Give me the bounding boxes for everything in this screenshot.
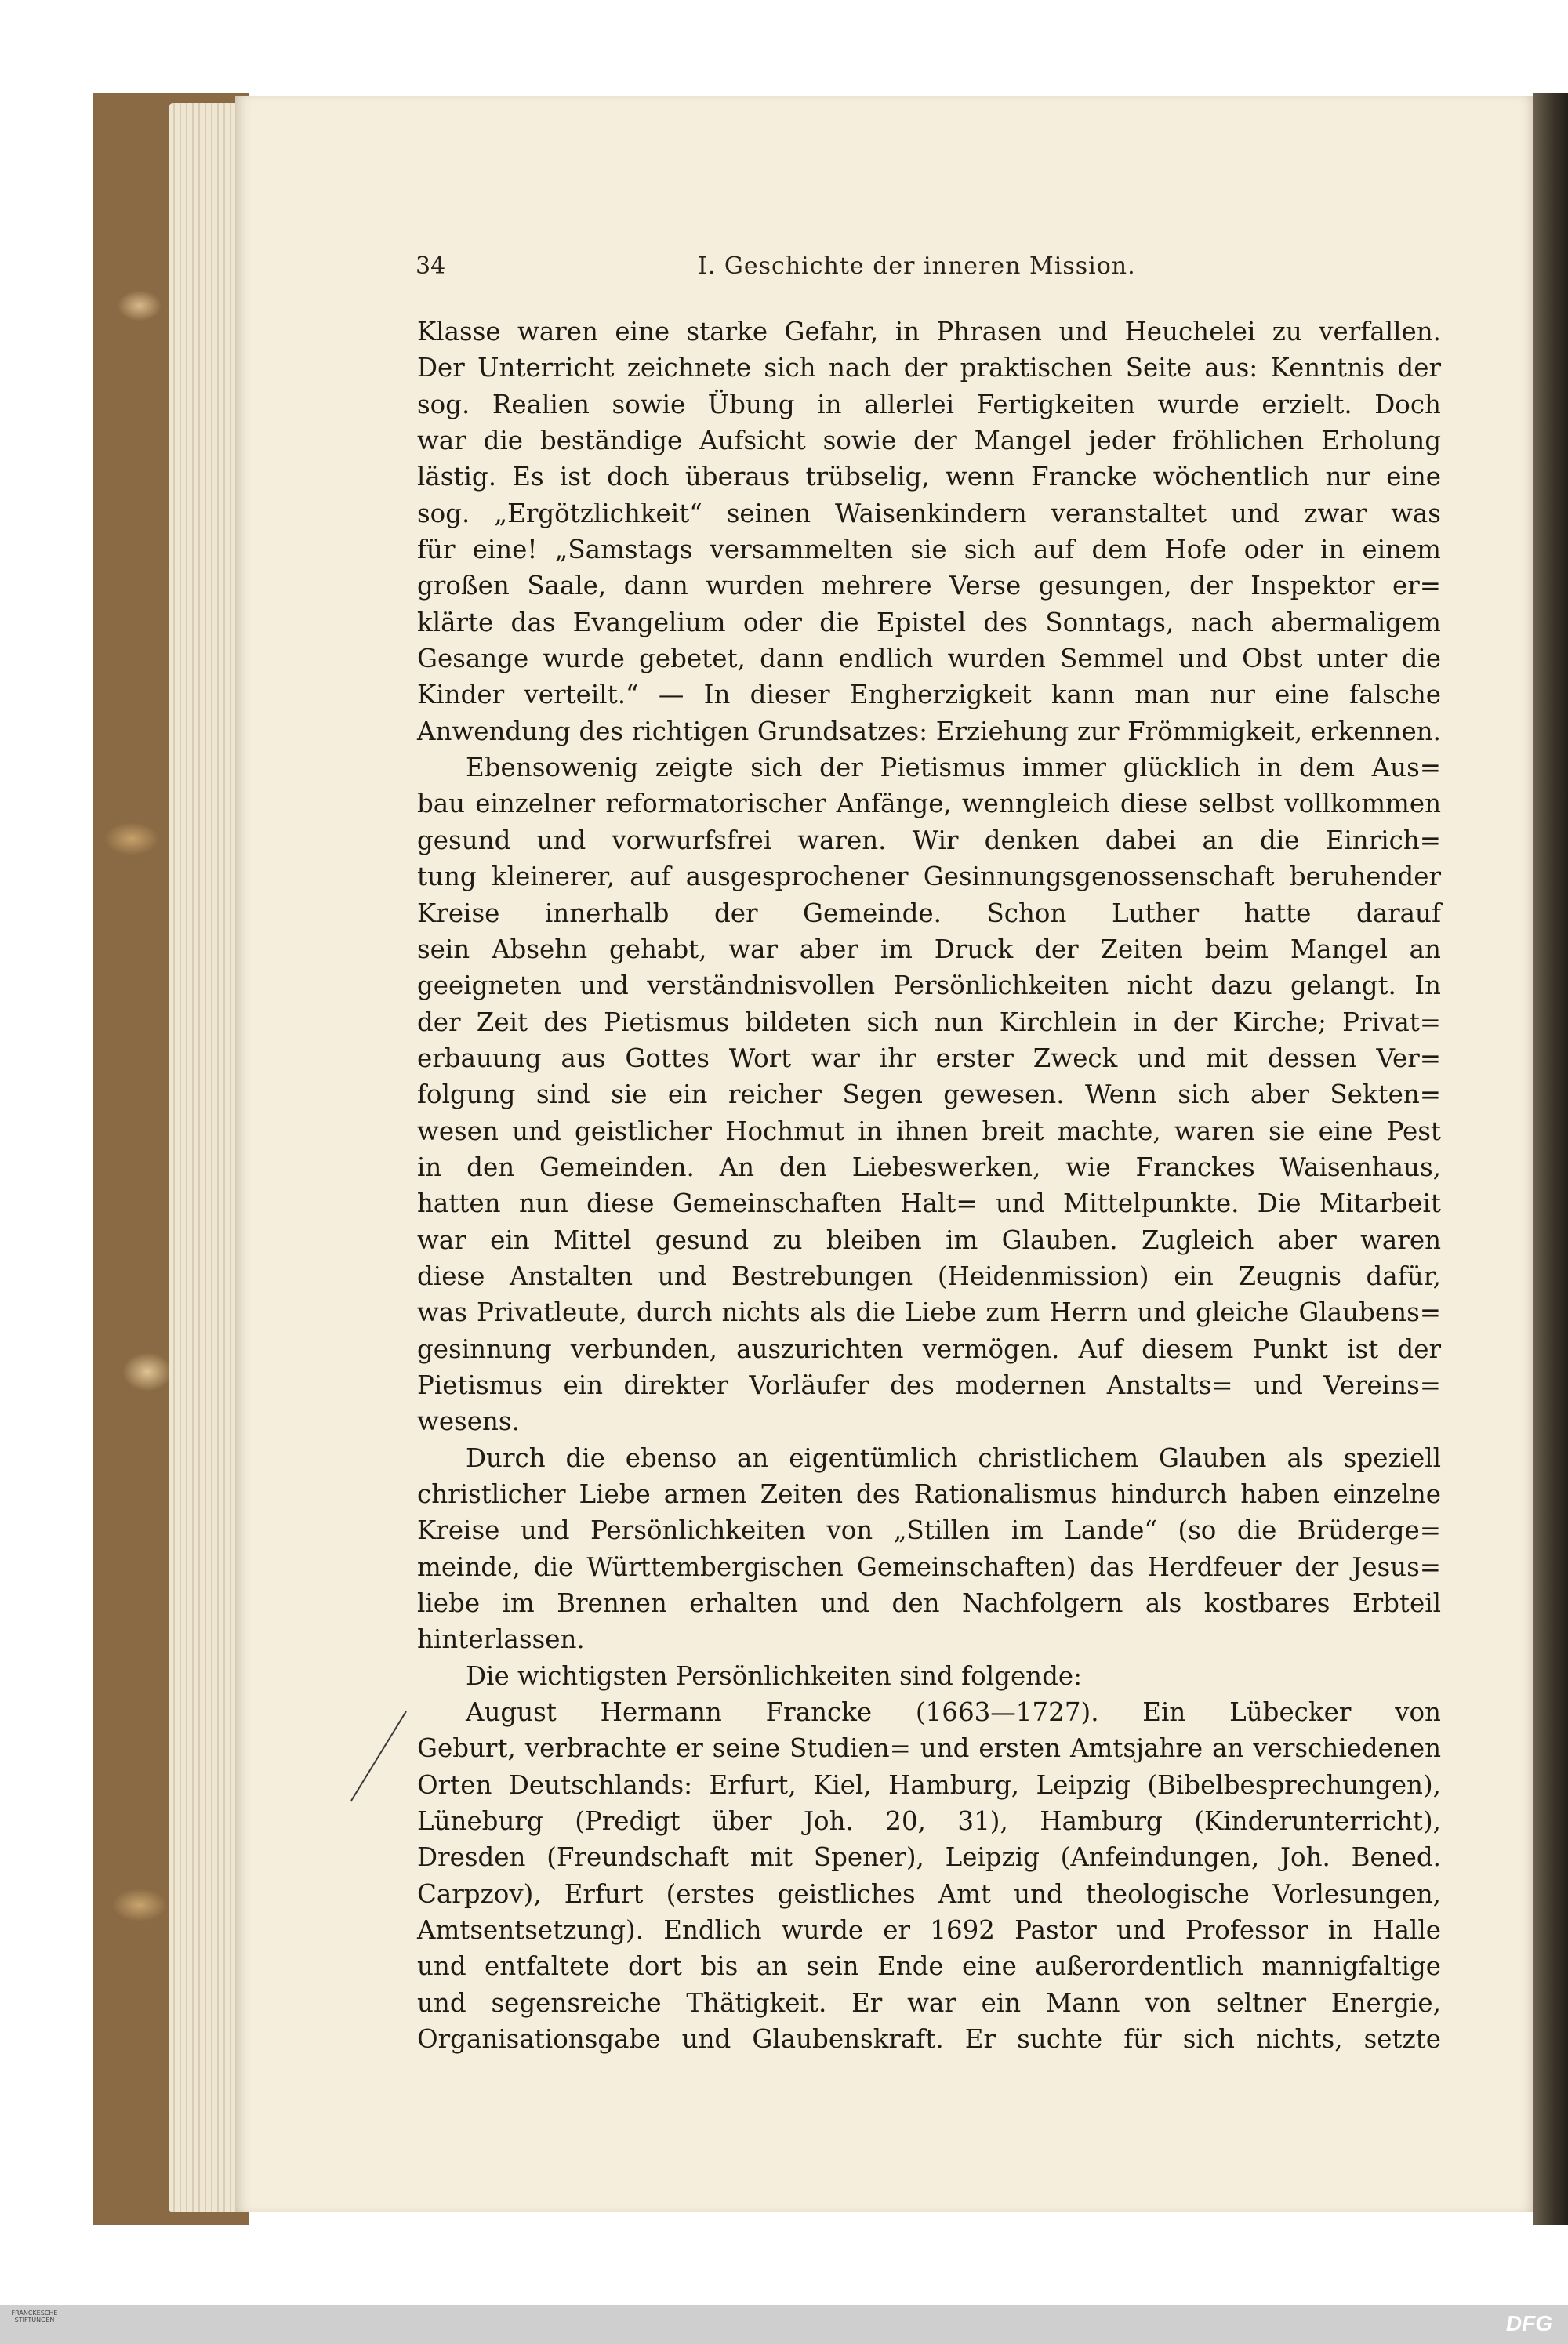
text-line: Orten Deutschlands: Erfurt, Kiel, Hamburg, Leipzig (Bibelbesprechungen), bbox=[417, 1769, 1441, 1800]
body-text bbox=[417, 314, 1441, 2058]
text-line: Ebensowenig zeigte sich der Pietismus immer glücklich in dem Aus= bbox=[466, 753, 1441, 783]
text-line: und entfaltete dort bis an sein Ende eine außerordentlich mannigfaltige bbox=[417, 1951, 1441, 1982]
text-line: liebe im Brennen erhalten und den Nachfolgern als kostbares Erbteil bbox=[417, 1588, 1441, 1619]
text-line: in den Gemeinden. An den Liebeswerken, wie Franckes Waisenhaus, bbox=[417, 1152, 1441, 1182]
text-line: lästig. Es ist doch überaus trübselig, wenn Francke wöchentlich nur eine bbox=[417, 462, 1441, 492]
page-edges bbox=[169, 103, 243, 2212]
pencil-margin-mark bbox=[345, 1705, 439, 1807]
text-line: und segensreiche Thätigkeit. Er war ein Mann von seltner Energie, bbox=[417, 1987, 1441, 2018]
text-line: der Zeit des Pietismus bildeten sich nun Kirchlein in der Kirche; Privat= bbox=[417, 1007, 1441, 1037]
text-line: hinterlassen. bbox=[417, 1624, 585, 1655]
text-line: Geburt, verbrachte er seine Studien= und ersten Amtsjahre an verschiedenen bbox=[417, 1733, 1441, 1764]
text-line: gesund und vorwurfsfrei waren. Wir denken dabei an die Einrich= bbox=[417, 825, 1441, 855]
text-line: hatten nun diese Gemeinschaften Halt= und Mittelpunkte. Die Mitarbeit bbox=[417, 1188, 1441, 1219]
text-line: meinde, die Württembergischen Gemeinschaften) das Herdfeuer der Jesus= bbox=[417, 1551, 1441, 1582]
text-line: tung kleinerer, auf ausgesprochener Gesinnungsgenossenschaft beruhender bbox=[417, 862, 1441, 892]
text-line: Lüneburg (Predigt über Joh. 20, 31), Hamburg (Kinderunterricht), bbox=[417, 1806, 1441, 1837]
text-line: christlicher Liebe armen Zeiten des Rationalismus hindurch haben einzelne bbox=[417, 1479, 1441, 1509]
text-line: bau einzelner reformatorischer Anfänge, wenngleich diese selbst vollkommen bbox=[417, 789, 1441, 819]
text-line: erbauung aus Gottes Wort war ihr erster Zweck und mit dessen Ver= bbox=[417, 1043, 1441, 1073]
text-line: geeigneten und verständnisvollen Persönlichkeiten nicht dazu gelangt. In bbox=[417, 971, 1441, 1001]
text-line: großen Saale, dann wurden mehrere Verse gesungen, der Inspektor er= bbox=[417, 571, 1441, 601]
text-line: Der Unterricht zeichnete sich nach der praktischen Seite aus: Kenntnis der bbox=[417, 353, 1441, 383]
text-line: Organisationsgabe und Glaubenskraft. Er suchte für sich nichts, setzte bbox=[417, 2024, 1441, 2055]
text-line: Kinder verteilt.“ — In dieser Engherzigkeit kann man nur eine falsche bbox=[417, 680, 1441, 710]
dfg-logo: DFG bbox=[1505, 2311, 1552, 2335]
text-line: gesinnung verbunden, auszurichten vermögen. Auf diesem Punkt ist der bbox=[417, 1333, 1441, 1364]
text-line: Gesange wurde gebetet, dann endlich wurden Semmel und Obst unter die bbox=[417, 644, 1441, 674]
text-line: sog. „Ergötzlichkeit“ seinen Waisenkindern veranstaltet und zwar was bbox=[417, 498, 1441, 528]
text-line: klärte das Evangelium oder die Epistel des Sonntags, nach abermaligem bbox=[417, 607, 1441, 637]
text-line: wesens. bbox=[417, 1406, 520, 1437]
library-logo: FRANCKESCHE STIFTUNGEN bbox=[11, 2310, 58, 2324]
text-line: Kreise innerhalb der Gemeinde. Schon Luther hatte darauf bbox=[417, 898, 1441, 928]
text-line: August Hermann Francke (1663—1727). Ein Lübecker von bbox=[466, 1697, 1441, 1728]
text-line: Durch die ebenso an eigentümlich christlichem Glauben als speziell bbox=[466, 1442, 1441, 1473]
text-line: für eine! „Samstags versammelten sie sich auf dem Hofe oder in einem bbox=[417, 535, 1441, 565]
text-line: diese Anstalten und Bestrebungen (Heidenmission) ein Zeugnis dafür, bbox=[417, 1261, 1441, 1291]
text-line: Dresden (Freundschaft mit Spener), Leipzig (Anfeindungen, Joh. Bened. bbox=[417, 1842, 1441, 1873]
text-line: sein Absehn gehabt, war aber im Druck der Zeiten beim Mangel an bbox=[417, 934, 1441, 964]
text-line: war ein Mittel gesund zu bleiben im Glauben. Zugleich aber waren bbox=[417, 1225, 1441, 1255]
text-line: sog. Realien sowie Übung in allerlei Fertigkeiten wurde erzielt. Doch bbox=[417, 389, 1441, 419]
book-spine bbox=[1533, 93, 1568, 2225]
page-number: 34 bbox=[416, 252, 446, 280]
text-line: Anwendung des richtigen Grundsatzes: Erziehung zur Frömmigkeit, erkennen. bbox=[417, 716, 1441, 746]
text-line: folgung sind sie ein reicher Segen gewesen. Wenn sich aber Sekten= bbox=[417, 1079, 1441, 1110]
text-line: Kreise und Persönlichkeiten von „Stillen im Lande“ (so die Brüderge= bbox=[417, 1515, 1441, 1546]
text-line: Carpzov), Erfurt (erstes geistliches Amt und theologische Vorlesungen, bbox=[417, 1878, 1441, 1909]
running-head: I. Geschichte der inneren Mission. bbox=[698, 252, 1136, 280]
text-line: Pietismus ein direkter Vorläufer des modernen Anstalts= und Vereins= bbox=[417, 1370, 1441, 1400]
text-line: war die beständige Aufsicht sowie der Mangel jeder fröhlichen Erholung bbox=[417, 426, 1441, 456]
text-line: Die wichtigsten Persönlichkeiten sind folgende: bbox=[466, 1660, 1083, 1691]
viewer-footer-bar bbox=[0, 2305, 1568, 2344]
text-line: wesen und geistlicher Hochmut in ihnen breit machte, waren sie eine Pest bbox=[417, 1116, 1441, 1146]
page-header bbox=[416, 252, 1443, 292]
text-line: Amtsentsetzung). Endlich wurde er 1692 Pastor und Professor in Halle bbox=[417, 1915, 1441, 1946]
text-line: Klasse waren eine starke Gefahr, in Phrasen und Heuchelei zu verfallen. bbox=[417, 317, 1441, 347]
text-line: was Privatleute, durch nichts als die Liebe zum Herrn und gleiche Glaubens= bbox=[417, 1297, 1441, 1328]
